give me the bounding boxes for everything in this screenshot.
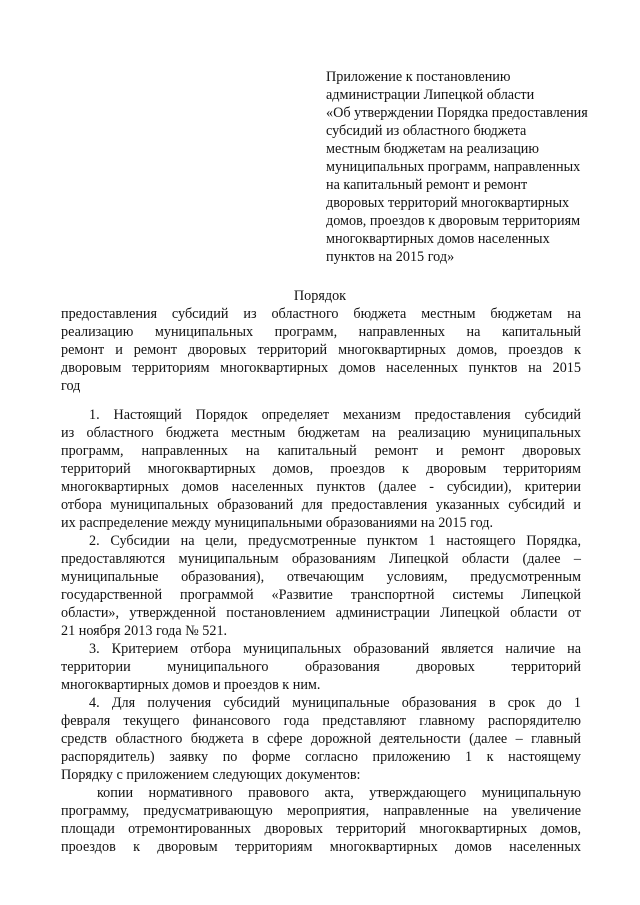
- paragraph-line: территории муниципального образования дворовых территорий: [61, 659, 581, 675]
- appendix-line: домов, проездов к дворовым территориям: [326, 213, 581, 229]
- paragraph-line: предоставляются муниципальным образованиям Липецкой области (далее –: [61, 551, 581, 567]
- appendix-line: местным бюджетам на реализацию: [326, 141, 539, 157]
- heading-line: предоставления субсидий из областного бюджета местным бюджетам на: [61, 306, 581, 322]
- paragraph-line: из областного бюджета местным бюджетам на реализацию муниципальных: [61, 425, 581, 441]
- appendix-line: на капитальный ремонт и ремонт: [326, 177, 528, 193]
- heading-line: реализацию муниципальных программ, направленных на капитальный: [61, 324, 581, 340]
- appendix-line: субсидий из областного бюджета: [326, 123, 527, 139]
- paragraph-line: их распределение между муниципальными образованиями на 2015 год.: [61, 515, 494, 531]
- appendix-header: [326, 68, 626, 266]
- paragraph-line: распорядитель) заявку по форме согласно приложению 1 к настоящему: [61, 749, 581, 765]
- appendix-line: муниципальных программ, направленных: [326, 159, 581, 175]
- paragraph-line: 1. Настоящий Порядок определяет механизм предоставления субсидий: [89, 407, 581, 423]
- appendix-line: Приложение к постановлению: [326, 69, 511, 85]
- paragraph-line: 4. Для получения субсидий муниципальные образования в срок до 1: [89, 695, 581, 711]
- document-heading: [61, 305, 581, 395]
- appendix-line: администрации Липецкой области: [326, 87, 535, 103]
- document-title: Порядок: [293, 288, 347, 304]
- paragraph-line: копии нормативного правового акта, утверждающего муниципальную: [97, 785, 581, 801]
- paragraph-line: средств областного бюджета в сфере дорожной деятельности (далее – главный: [61, 731, 581, 747]
- paragraph-line: 21 ноября 2013 года № 521.: [61, 623, 228, 639]
- appendix-line: дворовых территорий многоквартирных: [326, 195, 570, 211]
- appendix-line: «Об утверждении Порядка предоставления: [326, 105, 588, 121]
- paragraph-line: многоквартирных домов и проездов к ним.: [61, 677, 321, 693]
- paragraph-line: муниципальные образования), отвечающим условиям, предусмотренным: [61, 569, 581, 585]
- paragraph-line: проездов к дворовым территориям многоквартирных домов населенных: [61, 839, 581, 855]
- paragraph-line: программу, предусматривающую мероприятия, направленные на увеличение: [61, 803, 581, 819]
- paragraph-line: февраля текущего финансового года представляют главному распорядителю: [61, 713, 581, 729]
- paragraph-line: 2. Субсидии на цели, предусмотренные пунктом 1 настоящего Порядка,: [89, 533, 581, 549]
- paragraph-line: отбора муниципальных образований для предоставления указанных субсидий и: [61, 497, 581, 513]
- paragraph-line: площади отремонтированных дворовых территорий многоквартирных домов,: [61, 821, 581, 837]
- appendix-line: многоквартирных домов населенных: [326, 231, 550, 247]
- heading-line: год: [61, 378, 81, 394]
- paragraph-line: 3. Критерием отбора муниципальных образований является наличие на: [89, 641, 581, 657]
- paragraph-1: [61, 406, 581, 856]
- paragraph-line: программ, направленных на капитальный ремонт и ремонт дворовых: [61, 443, 581, 459]
- paragraph-line: государственной программой «Развитие транспортной системы Липецкой: [61, 587, 581, 603]
- paragraph-line: территорий многоквартирных домов, проездов к дворовым территориям: [61, 461, 581, 477]
- paragraph-line: Порядку с приложением следующих документов:: [61, 767, 361, 783]
- paragraph-line: области», утвержденной постановлением администрации Липецкой области от: [61, 605, 581, 621]
- appendix-line: пунктов на 2015 год»: [326, 249, 455, 265]
- paragraph-line: многоквартирных домов населенных пунктов (далее - субсидии), критерии: [61, 479, 581, 495]
- heading-line: ремонт и ремонт дворовых территорий многоквартирных домов, проездов к: [61, 342, 581, 358]
- heading-line: дворовым территориям многоквартирных домов населенных пунктов на 2015: [61, 360, 581, 376]
